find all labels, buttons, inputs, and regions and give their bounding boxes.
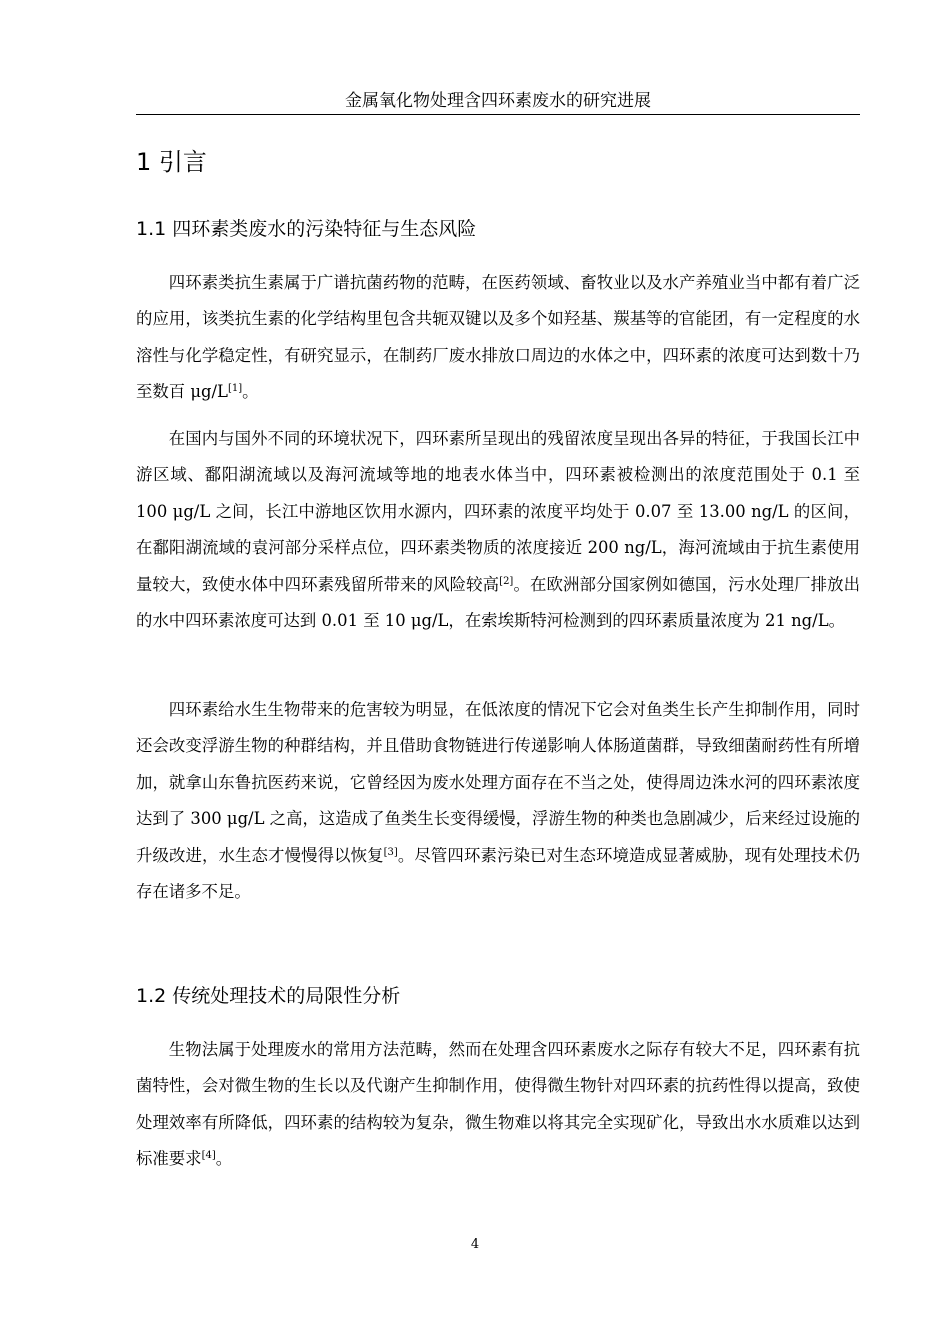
section-heading-1-1: 1.1 四环素类废水的污染特征与生态风险: [136, 218, 477, 240]
citation-ref: [2]: [499, 575, 514, 587]
paragraph-text: 在国内与国外不同的环境状况下，四环素所呈现出的残留浓度呈现出各异的特征，于我国长江中游区域、鄱阳湖流域以及海河流域等地的地表水体当中，四环素被检测出的浓度范围处于 0.1 至 100 μg/L 之间，长江中游地区饮用水源内，四环素的浓度平均处于 0.07 至 13.00 ng/L 的区间，在鄱阳湖流域的袁河部分采样点位，四环素类物质的浓度接近 200 ng/L，海河流域由于抗生素使用量较大，致使水体中四环素残留所带来的风险较高: [136, 429, 860, 594]
paragraph-text: 生物法属于处理废水的常用方法范畴，然而在处理含四环素废水之际存有较大不足，四环素有抗菌特性，会对微生物的生长以及代谢产生抑制作用，使得微生物针对四环素的抗药性得以提高，致使处理效率有所降低，四环素的结构较为复杂，微生物难以将其完全实现矿化，导致出水水质难以达到标准要求: [136, 1040, 860, 1169]
citation-ref: [4]: [201, 1150, 216, 1162]
citation-ref: [1]: [227, 383, 243, 395]
section-heading-1: 1 引言: [136, 148, 207, 176]
paragraph-text: 。: [215, 1149, 233, 1169]
paragraph-text: 。尽管四环素污染已对生态环境造成显著威胁，现有处理技术仍存在诸多不足。: [136, 845, 861, 902]
header-rule: [136, 114, 860, 115]
paragraph-1-1-b: [136, 421, 860, 639]
running-header: 金属氧化物处理含四环素废水的研究进展: [345, 91, 651, 111]
citation-ref: [3]: [383, 846, 398, 858]
paragraph-1-1-a: [136, 265, 860, 411]
paragraph-text: 四环素给水生生物带来的危害较为明显，在低浓度的情况下它会对鱼类生长产生抑制作用，同时还会改变浮游生物的种群结构，并且借助食物链进行传递影响人体肠道菌群，导致细菌耐药性有所增加，就拿山东鲁抗医药来说，它曾经因为废水处理方面存在不当之处，使得周边洙水河的四环素浓度达到了 300 μg/L 之高，这造成了鱼类生长变得缓慢，浮游生物的种类也急剧减少，后来经过设施的升级改进，水生态才慢慢得以恢复: [136, 700, 860, 865]
paragraph-text: 四环素类抗生素属于广谱抗菌药物的范畴，在医药领域、畜牧业以及水产养殖业当中都有着广泛的应用，该类抗生素的化学结构里包含共轭双键以及多个如羟基、羰基等的官能团，有一定程度的水溶性与化学稳定性，有研究显示，在制药厂废水排放口周边的水体之中，四环素的浓度可达到数十乃至数百 μg/L: [136, 273, 860, 402]
paragraph-1-2-a: [136, 1032, 860, 1178]
section-heading-1-2: 1.2 传统处理技术的局限性分析: [136, 985, 401, 1007]
paragraph-text: 。在欧洲部分国家例如德国，污水处理厂排放出的水中四环素浓度可达到 0.01 至 10 μg/L，在索埃斯特河检测到的四环素质量浓度为 21 ng/L。: [136, 574, 861, 631]
paragraph-1-1-c: [136, 692, 860, 910]
page-number: 4: [470, 1237, 480, 1252]
paragraph-text: 。: [242, 382, 259, 402]
